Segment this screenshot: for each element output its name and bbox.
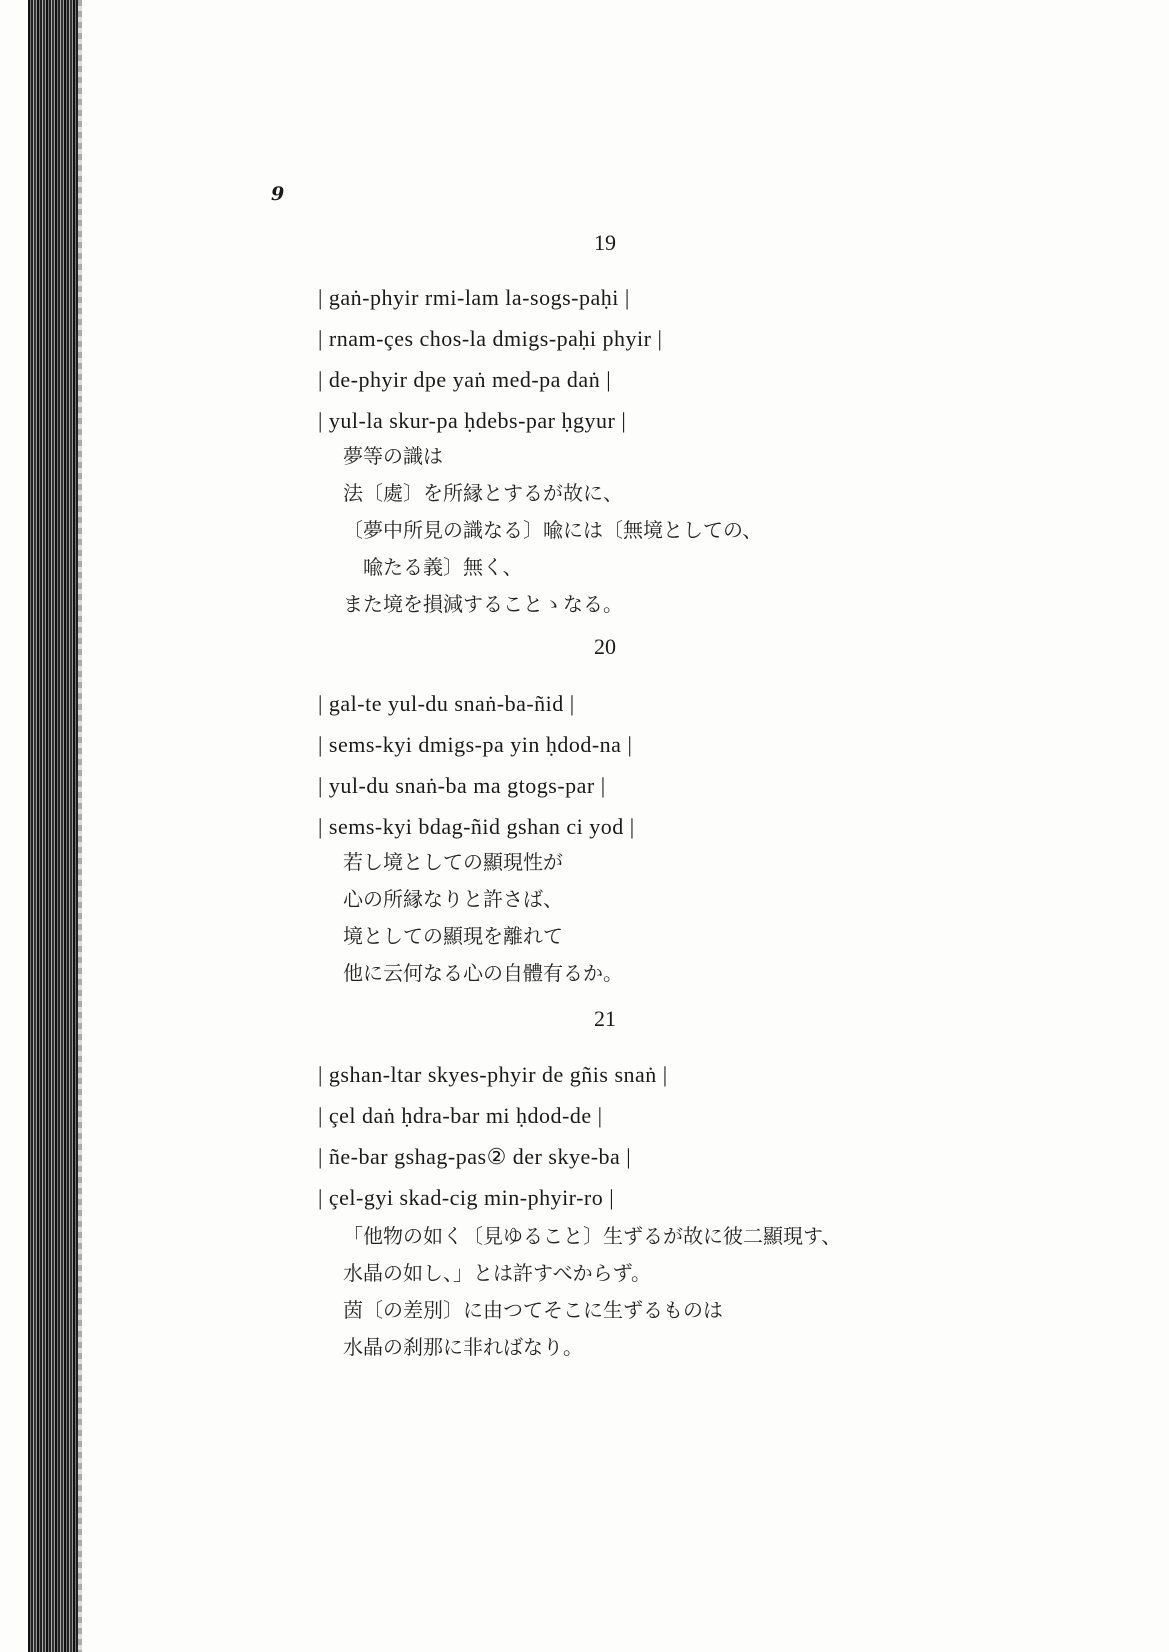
tibetan-line: | çel-gyi skad-cig min-phyir-ro | [318, 1177, 668, 1218]
tibetan-line: | yul-du snaṅ-ba ma gtogs-par | [318, 765, 635, 806]
tibetan-verse-19 [318, 277, 662, 441]
tibetan-verse-21 [318, 1054, 668, 1218]
tibetan-line: | sems-kyi dmigs-pa yin ḥdod-na | [318, 724, 635, 765]
japanese-translation-21 [343, 1218, 841, 1366]
tibetan-line: | rnam-çes chos-la dmigs-paḥi phyir | [318, 318, 662, 359]
tibetan-line: | de-phyir dpe yaṅ med-pa daṅ | [318, 359, 662, 400]
japanese-line: 若し境としての顯現性が [343, 850, 563, 874]
japanese-line: 水晶の如し、」とは許すべからず。 [343, 1261, 651, 1285]
japanese-line: 心の所縁なりと許さば、 [343, 887, 563, 911]
japanese-translation-19 [343, 438, 762, 623]
page-folio: 9 [271, 183, 285, 205]
japanese-line: 境としての顯現を離れて [343, 924, 563, 948]
tibetan-line: | yul-la skur-pa ḥdebs-par ḥgyur | [318, 400, 662, 441]
tibetan-line: | gshan-ltar skyes-phyir de gñis snaṅ | [318, 1054, 668, 1095]
tibetan-verse-20 [318, 683, 635, 847]
verse-number-20: 20 [594, 634, 616, 659]
tibetan-line: | gal-te yul-du snaṅ-ba-ñid | [318, 683, 635, 724]
japanese-line: 「他物の如く〔見ゆること〕生ずるが故に彼二顯現す、 [343, 1224, 842, 1248]
japanese-line: 〔夢中所見の識なる〕喩には〔無境としての、 [343, 518, 763, 542]
japanese-line: 他に云何なる心の自體有るか。 [343, 961, 623, 985]
page-edge [78, 0, 82, 1652]
japanese-line: また境を損減することゝなる。 [343, 592, 623, 616]
tibetan-line: | çel daṅ ḥdra-bar mi ḥdod-de | [318, 1095, 668, 1136]
tibetan-line: | ñe-bar gshag-pas② der skye-ba | [318, 1136, 668, 1177]
verse-number-19: 19 [594, 230, 616, 255]
tibetan-line: | sems-kyi bdag-ñid gshan ci yod | [318, 806, 635, 847]
japanese-line: 茵〔の差別〕に由つてそこに生ずるものは [343, 1298, 723, 1322]
japanese-line: 喩たる義〕無く、 [343, 555, 523, 579]
tibetan-line: | gaṅ-phyir rmi-lam la-sogs-paḥi | [318, 277, 662, 318]
japanese-translation-20 [343, 844, 623, 992]
japanese-line: 水晶の刹那に非ればなり。 [343, 1335, 583, 1359]
verse-number-21: 21 [594, 1006, 616, 1031]
japanese-line: 法〔處〕を所縁とするが故に、 [343, 481, 623, 505]
japanese-line: 夢等の識は [343, 444, 443, 468]
book-spine-shadow [28, 0, 78, 1652]
